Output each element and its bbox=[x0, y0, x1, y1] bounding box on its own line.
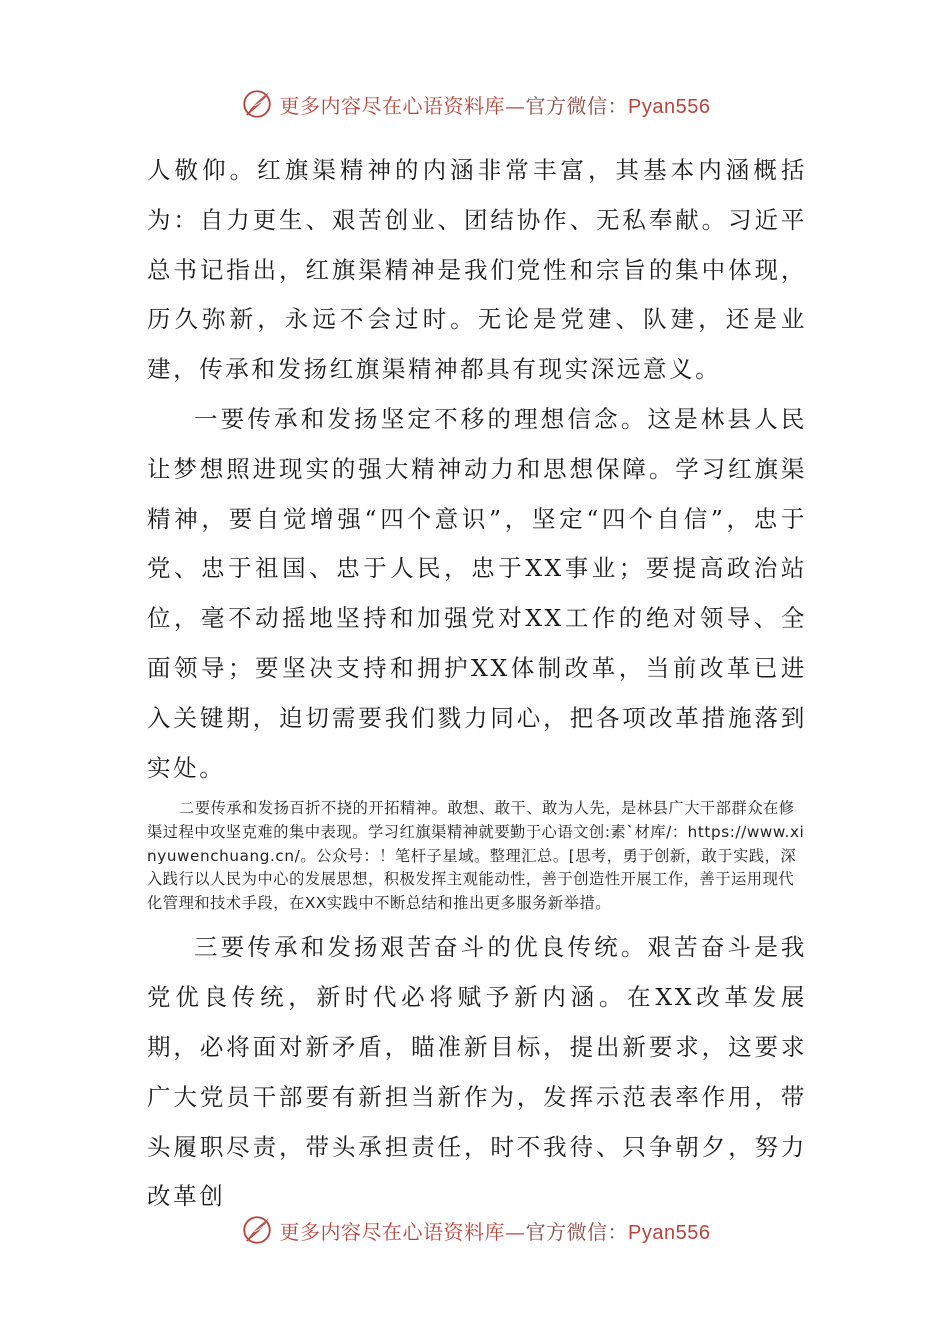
header-watermark-banner bbox=[0, 82, 950, 126]
paragraph-continuation: 人敬仰。红旗渠精神的内涵非常丰富，其基本内涵概括为：自力更生、艰苦创业、团结协作、无私奉献。习近平总书记指出，红旗渠精神是我们党性和宗旨的集中体现，历久弥新，永远不会过时。无论是党建、队建，还是业建，传承和发扬红旗渠精神都具有现实深远意义。 bbox=[147, 156, 807, 384]
quill-pen-circle-icon bbox=[240, 1213, 274, 1247]
banner-site-name: 更多内容尽在心语资料库 bbox=[279, 93, 506, 118]
banner-dash: — bbox=[505, 93, 526, 118]
banner-site-name: 更多内容尽在心语资料库 bbox=[279, 1219, 506, 1244]
document-body bbox=[147, 146, 807, 1222]
paragraph-point-two: 二要传承和发扬百折不挠的开拓精神。敢想、敢干、敢为人先，是林县广大干部群众在修渠过程中攻坚克难的集中表现。学习红旗渠精神就要勤于心语文创:素`材库/：https://www.xinyuwenchuang.cn/。公众号：！笔杆子星域。整理汇总。[思考，勇于创新，敢于实践，深入践行以人民为中心的发展思想，积极发挥主观能动性，善于创造性开展工作，善于运用现代化管理和技术手段，在XX实践中不断总结和推出更多服务新举措。 bbox=[147, 799, 805, 912]
banner-wechat-label: 官方微信： bbox=[525, 93, 629, 118]
banner-wechat-id: Pyan556 bbox=[628, 95, 711, 118]
banner-text bbox=[280, 90, 711, 119]
banner-text bbox=[280, 1216, 711, 1245]
banner-wechat-label: 官方微信： bbox=[525, 1219, 629, 1244]
paragraph-point-one: 一要传承和发扬坚定不移的理想信念。这是林县人民让梦想照进现实的强大精神动力和思想保障。学习红旗渠精神，要自觉增强“四个意识”，坚定“四个自信”，忠于党、忠于祖国、忠于人民，忠于XX事业；要提高政治站位，毫不动摇地坚持和加强党对XX工作的绝对领导、全面领导；要坚决支持和拥护XX体制改革，当前改革已进入关键期，迫切需要我们戮力同心，把各项改革措施落到实处。 bbox=[147, 404, 807, 782]
banner-wechat-id: Pyan556 bbox=[628, 1221, 711, 1244]
banner-dash: — bbox=[505, 1219, 526, 1244]
footer-watermark-banner bbox=[0, 1208, 950, 1252]
paragraph-point-three: 三要传承和发扬艰苦奋斗的优良传统。艰苦奋斗是我党优良传统，新时代必将赋予新内涵。在XX改革发展期，必将面对新矛盾，瞄准新目标，提出新要求，这要求广大党员干部要有新担当新作为，发挥示范表率作用，带头履职尽责，带头承担责任，时不我待、只争朝夕，努力改革创 bbox=[147, 933, 807, 1211]
quill-pen-circle-icon bbox=[240, 87, 274, 121]
